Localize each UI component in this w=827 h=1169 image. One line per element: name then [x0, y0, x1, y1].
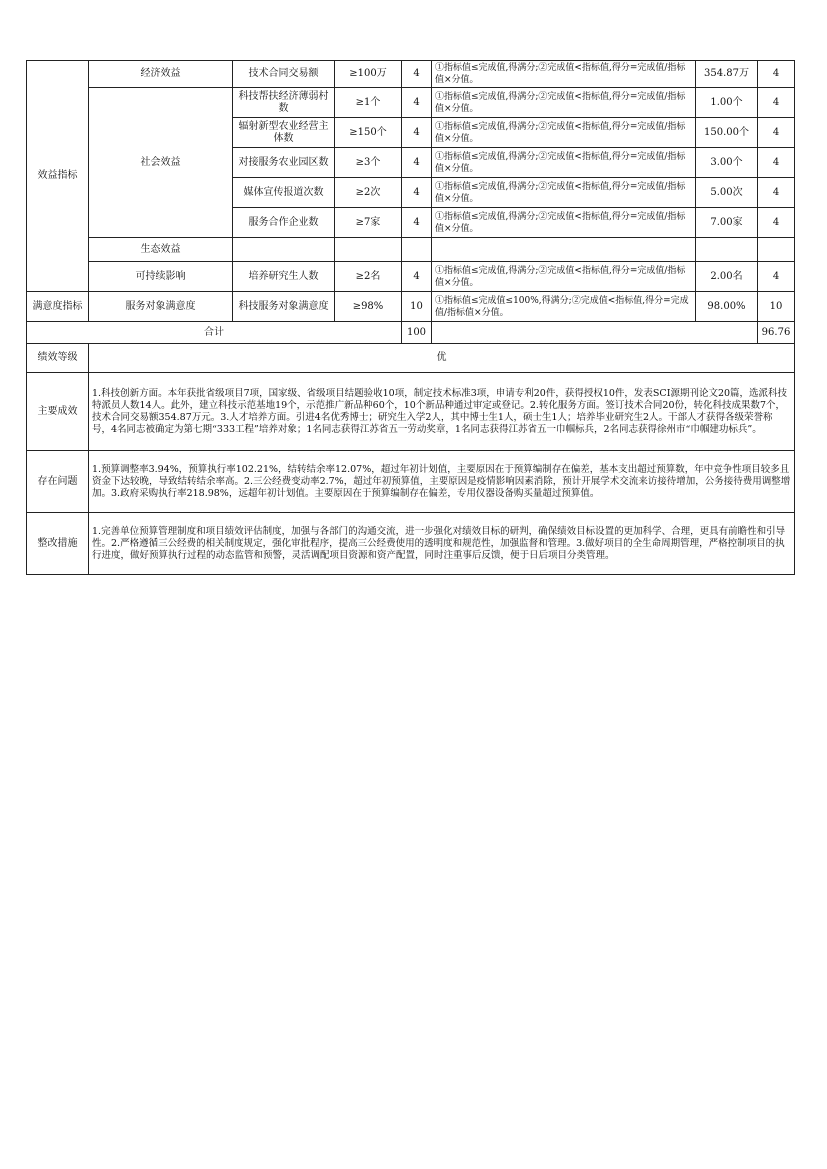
measures-label: 整改措施 [27, 513, 89, 575]
actual-cell: 98.00% [696, 292, 758, 322]
score-cell: 4 [402, 118, 432, 148]
table-row [27, 88, 795, 118]
actual-cell: 1.00个 [696, 88, 758, 118]
actual-cell: 354.87万 [696, 61, 758, 88]
achievements-text: 1.科技创新方面。本年获批省级项目7项，国家级、省级项目结题验收10项，制定技术标准3项，申请专利20件，获得授权10件，发表SCI源期刊论文20篇，选派科技特派员人数14人。此外，建立科技示范基地19个，示范推广新品种60个，10个新品种通过审定或登记。2.转化服务方面。签订技术合同20份，转化科技成果数7个，技术合同交易额354.87万元。3.人才培养方面。引进4名优秀博士；研究生入学2人，其中博士生1人，硕士生1人；培养毕业研究生2人。干部人才获得各级荣誉称号，4名同志被确定为第七期“333工程”培养对象；1名同志获得江苏省五一劳动奖章，1名同志获得江苏省五一巾帼标兵，2名同志获得徐州市“巾帼建功标兵”。 [89, 373, 795, 451]
indicator-cell: 服务合作企业数 [233, 208, 335, 238]
category-cell: 效益指标 [27, 61, 89, 292]
empty-cell [758, 238, 795, 262]
scoring-rule-cell: ①指标值≤完成值,得满分;②完成值<指标值,得分=完成值/指标值×分值。 [432, 88, 696, 118]
actual-cell: 5.00次 [696, 178, 758, 208]
actual-cell: 2.00名 [696, 262, 758, 292]
got-score-cell: 4 [758, 61, 795, 88]
got-score-cell: 4 [758, 262, 795, 292]
achievements-row [27, 373, 795, 451]
scoring-rule-cell: ①指标值≤完成值,得满分;②完成值<指标值,得分=完成值/指标值×分值。 [432, 118, 696, 148]
score-cell: 4 [402, 61, 432, 88]
indicator-cell: 科技服务对象满意度 [233, 292, 335, 322]
got-score-cell: 4 [758, 88, 795, 118]
empty-cell [402, 238, 432, 262]
target-cell: ≥2次 [335, 178, 402, 208]
subcategory-cell: 生态效益 [89, 238, 233, 262]
target-cell: ≥150个 [335, 118, 402, 148]
measures-row [27, 513, 795, 575]
scoring-rule-cell: ①指标值≤完成值≤100%,得满分;②完成值<指标值,得分=完成值/指标值×分值。 [432, 292, 696, 322]
target-cell: ≥1个 [335, 88, 402, 118]
target-cell: ≥7家 [335, 208, 402, 238]
empty-cell [335, 238, 402, 262]
actual-cell: 150.00个 [696, 118, 758, 148]
indicator-cell: 媒体宣传报道次数 [233, 178, 335, 208]
grade-row [27, 344, 795, 373]
problems-row [27, 451, 795, 513]
grade-value: 优 [89, 344, 795, 373]
got-score-cell: 4 [758, 208, 795, 238]
score-cell: 4 [402, 208, 432, 238]
table-row [27, 238, 795, 262]
score-cell: 4 [402, 148, 432, 178]
indicator-cell: 对接服务农业园区数 [233, 148, 335, 178]
empty-cell [432, 322, 758, 344]
achievements-label: 主要成效 [27, 373, 89, 451]
got-score-cell: 10 [758, 292, 795, 322]
scoring-rule-cell: ①指标值≤完成值,得满分;②完成值<指标值,得分=完成值/指标值×分值。 [432, 262, 696, 292]
got-score-cell: 4 [758, 178, 795, 208]
grade-label: 绩效等级 [27, 344, 89, 373]
target-cell: ≥3个 [335, 148, 402, 178]
scoring-rule-cell: ①指标值≤完成值,得满分;②完成值<指标值,得分=完成值/指标值×分值。 [432, 178, 696, 208]
actual-cell: 3.00个 [696, 148, 758, 178]
actual-cell: 7.00家 [696, 208, 758, 238]
scoring-rule-cell: ①指标值≤完成值,得满分;②完成值<指标值,得分=完成值/指标值×分值。 [432, 148, 696, 178]
total-got: 96.76 [758, 322, 795, 344]
indicator-cell: 科技帮扶经济薄弱村数 [233, 88, 335, 118]
indicator-cell: 培养研究生人数 [233, 262, 335, 292]
score-cell: 4 [402, 178, 432, 208]
total-label: 合计 [27, 322, 402, 344]
subcategory-cell: 可持续影响 [89, 262, 233, 292]
performance-table [26, 60, 795, 575]
score-cell: 10 [402, 292, 432, 322]
table-row [27, 262, 795, 292]
subcategory-cell: 经济效益 [89, 61, 233, 88]
total-score: 100 [402, 322, 432, 344]
got-score-cell: 4 [758, 148, 795, 178]
target-cell: ≥100万 [335, 61, 402, 88]
empty-cell [696, 238, 758, 262]
target-cell: ≥2名 [335, 262, 402, 292]
table-row [27, 61, 795, 88]
table-row [27, 292, 795, 322]
scoring-rule-cell: ①指标值≤完成值,得满分;②完成值<指标值,得分=完成值/指标值×分值。 [432, 208, 696, 238]
subcategory-cell: 社会效益 [89, 88, 233, 238]
got-score-cell: 4 [758, 118, 795, 148]
target-cell: ≥98% [335, 292, 402, 322]
total-row [27, 322, 795, 344]
empty-cell [233, 238, 335, 262]
scoring-rule-cell: ①指标值≤完成值,得满分;②完成值<指标值,得分=完成值/指标值×分值。 [432, 61, 696, 88]
indicator-cell: 辐射新型农业经营主体数 [233, 118, 335, 148]
score-cell: 4 [402, 88, 432, 118]
problems-label: 存在问题 [27, 451, 89, 513]
category-cell: 满意度指标 [27, 292, 89, 322]
indicator-cell: 技术合同交易额 [233, 61, 335, 88]
measures-text: 1.完善单位预算管理制度和项目绩效评估制度，加强与各部门的沟通交流，进一步强化对绩效目标的研判，确保绩效目标设置的更加科学、合理，更具有前瞻性和引导性。2.严格遵循三公经费的相关制度规定，强化审批程序，提高三公经费使用的透明度和规范性，加强监督和管理。3.做好项目的全生命周期管理，严格控制项目的执行进度，做好预算执行过程的动态监管和预警，灵活调配项目资源和资产配置，同时注重事后反馈，便于日后项目分类管理。 [89, 513, 795, 575]
subcategory-cell: 服务对象满意度 [89, 292, 233, 322]
empty-cell [432, 238, 696, 262]
score-cell: 4 [402, 262, 432, 292]
problems-text: 1.预算调整率3.94%，预算执行率102.21%，结转结余率12.07%，超过年初计划值，主要原因在于预算编制存在偏差，基本支出超过预算数，年中竞争性项目较多且资金下达较晚，导致结转结余率高。2.三公经费变动率2.7%，超过年初预算值，主要原因是疫情影响因素消除，预计开展学术交流来访接待增加，公务接待费用调整增加。3.政府采购执行率218.98%，远超年初计划值。主要原因在于预算编制存在偏差，专用仪器设备购买量超过预算值。 [89, 451, 795, 513]
